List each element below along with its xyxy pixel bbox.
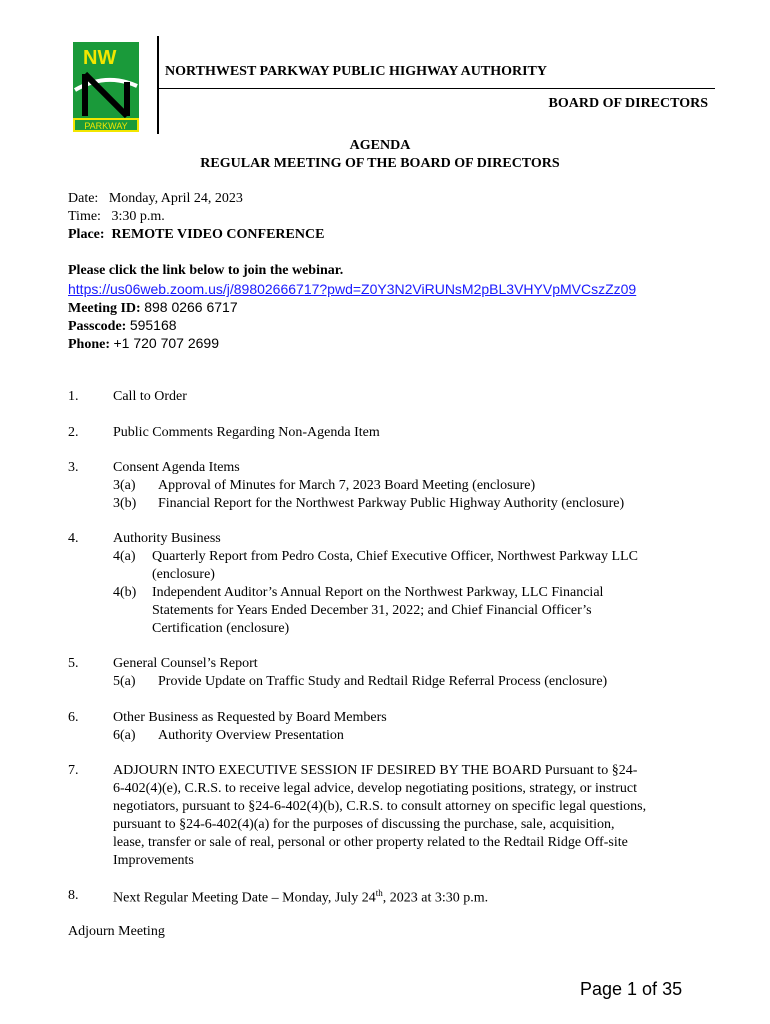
meeting-time [68, 209, 165, 225]
item-7-text-line6: Improvements [113, 853, 194, 868]
item-5a-label: 5(a) [113, 674, 136, 689]
item-3-number: 3. [68, 460, 79, 475]
item-3a-text: Approval of Minutes for March 7, 2023 Board Meeting (enclosure) [158, 478, 536, 493]
item-4b-label: 4(b) [113, 585, 137, 600]
passcode-row [68, 317, 177, 335]
agenda-title: AGENDA [349, 138, 411, 153]
date-label: Date: [68, 191, 99, 206]
phone-row [68, 335, 219, 353]
next-meeting-text: Next Regular Meeting Date – Monday, July 24 [113, 890, 376, 906]
meeting-date [68, 191, 243, 207]
header-horizontal-rule [157, 88, 715, 89]
item-7-text-line4: pursuant to §24-6-402(4)(a) for the purposes of discussing the purchase, sale, acquisition, [113, 817, 615, 832]
logo-parkway-text: PARKWAY [84, 121, 128, 131]
item-3b-label: 3(b) [113, 496, 137, 511]
phone-label: Phone: [68, 337, 110, 352]
item-7-number: 7. [68, 763, 79, 778]
board-label: BOARD OF DIRECTORS [548, 96, 708, 111]
item-4b-text-line1: Independent Auditor’s Annual Report on the Northwest Parkway, LLC Financial [152, 585, 604, 600]
meeting-title: REGULAR MEETING OF THE BOARD OF DIRECTORS [200, 156, 560, 171]
webinar-link[interactable]: https://us06web.zoom.us/j/89802666717?pwd=Z0Y3N2ViRUNsM2pBL3VHYVpMVCszZz09 [68, 281, 637, 297]
place-value: REMOTE VIDEO CONFERENCE [111, 227, 325, 242]
item-5-text: General Counsel’s Report [113, 656, 258, 671]
adjourn-meeting: Adjourn Meeting [68, 924, 165, 939]
item-4b-text-line3: Certification (enclosure) [152, 621, 290, 636]
webinar-link-row [68, 281, 636, 299]
item-6a-label: 6(a) [113, 728, 136, 743]
item-7-text-line1: ADJOURN INTO EXECUTIVE SESSION IF DESIRED BY THE BOARD Pursuant to §24- [113, 763, 638, 778]
passcode-value: 595168 [129, 317, 177, 333]
item-6-number: 6. [68, 710, 79, 725]
northwest-parkway-logo [73, 42, 139, 132]
item-1-number: 1. [68, 389, 79, 404]
phone-value: +1 720 707 2699 [113, 335, 219, 351]
page-number: Page 1 of 35 [580, 979, 683, 999]
meeting-place [68, 227, 324, 243]
item-3a-label: 3(a) [113, 478, 136, 493]
item-7-text-line5: lease, transfer or sale of real, personal or other property related to the Redtail Ridge Off-site [113, 835, 628, 850]
item-5a-text: Provide Update on Traffic Study and Redtail Ridge Referral Process (enclosure) [158, 674, 608, 689]
item-4a-label: 4(a) [113, 549, 136, 564]
place-label: Place: [68, 227, 105, 242]
logo-nw-text: NW [83, 47, 117, 69]
meeting-id-label: Meeting ID: [68, 301, 141, 316]
next-meeting-text-end: , 2023 at 3:30 p.m. [382, 890, 489, 906]
item-4-text: Authority Business [113, 531, 221, 546]
item-2-text: Public Comments Regarding Non-Agenda Item [113, 425, 380, 440]
item-6-text: Other Business as Requested by Board Members [113, 710, 387, 725]
item-2-number: 2. [68, 425, 79, 440]
item-6a-text: Authority Overview Presentation [158, 728, 344, 743]
passcode-label: Passcode: [68, 319, 127, 334]
time-label: Time: [68, 209, 101, 224]
item-4a-text-line1: Quarterly Report from Pedro Costa, Chief Executive Officer, Northwest Parkway LLC [152, 549, 638, 564]
item-5-number: 5. [68, 656, 79, 671]
item-7-text-line2: 6-402(4)(e), C.R.S. to receive legal advice, develop negotiating positions, strategy, or instruct [113, 781, 637, 796]
item-4-number: 4. [68, 531, 79, 546]
item-1-text: Call to Order [113, 389, 187, 404]
item-8-text [113, 888, 488, 907]
item-8-number: 8. [68, 888, 79, 903]
item-4b-text-line2: Statements for Years Ended December 31, 2022; and Chief Financial Officer’s [152, 603, 592, 618]
date-value: Monday, April 24, 2023 [108, 191, 243, 206]
item-3-text: Consent Agenda Items [113, 460, 240, 475]
item-7-text-line3: negotiators, pursuant to §24-6-402(4)(b), C.R.S. to consult attorney on specific legal questions, [113, 799, 647, 814]
time-value: 3:30 p.m. [111, 209, 165, 224]
date-ordinal: th [375, 888, 383, 898]
meeting-id-row [68, 299, 238, 317]
meeting-id-value: 898 0266 6717 [144, 299, 238, 315]
item-3b-text: Financial Report for the Northwest Parkway Public Highway Authority (enclosure) [158, 496, 625, 511]
organization-name: NORTHWEST PARKWAY PUBLIC HIGHWAY AUTHORITY [165, 64, 547, 79]
header-vertical-rule [157, 36, 159, 134]
webinar-instruction: Please click the link below to join the webinar. [68, 263, 344, 278]
item-4a-text-line2: (enclosure) [152, 567, 215, 582]
